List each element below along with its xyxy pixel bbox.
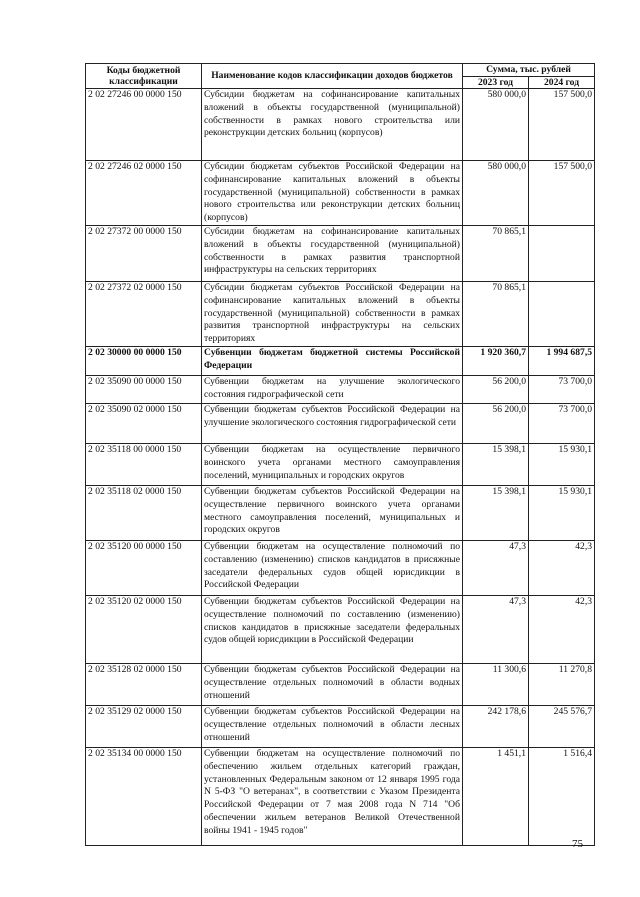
row-name: Субвенции бюджетам на осуществление полномочий по составлению (изменению) списков кандидатов в присяжные заседатели федеральных судов общей юрисдикции в Российской Федерации <box>202 540 463 595</box>
table-row <box>86 403 595 443</box>
row-value-2023: 242 178,6 <box>463 705 529 747</box>
row-name: Субсидии бюджетам на софинансирование капитальных вложений в объекты государственной (муниципальной) собственности в рамках развития транспортной инфраструктуры на сельских территориях <box>202 225 463 281</box>
row-code: 2 02 27372 00 0000 150 <box>86 225 202 281</box>
row-value-2023: 1 920 360,7 <box>463 346 529 375</box>
row-value-2024: 157 500,0 <box>529 89 595 161</box>
row-value-2024: 11 270,8 <box>529 663 595 705</box>
row-code: 2 02 27372 02 0000 150 <box>86 281 202 346</box>
row-code: 2 02 35129 02 0000 150 <box>86 705 202 747</box>
row-name: Субвенции бюджетам на улучшение экологического состояния гидрографической сети <box>202 375 463 403</box>
table-row <box>86 375 595 403</box>
row-code: 2 02 35128 02 0000 150 <box>86 663 202 705</box>
row-code: 2 02 35118 02 0000 150 <box>86 485 202 540</box>
row-code: 2 02 35120 02 0000 150 <box>86 595 202 663</box>
row-code: 2 02 27246 00 0000 150 <box>86 89 202 161</box>
table-row <box>86 161 595 226</box>
row-value-2024: 15 930,1 <box>529 485 595 540</box>
row-value-2024: 73 700,0 <box>529 403 595 443</box>
row-value-2024: 245 576,7 <box>529 705 595 747</box>
table-row <box>86 485 595 540</box>
header-year-2023: 2023 год <box>463 76 529 89</box>
table-row <box>86 89 595 161</box>
table-row <box>86 346 595 375</box>
row-value-2024: 1 994 687,5 <box>529 346 595 375</box>
page-number: 75 <box>572 838 583 850</box>
row-name: Субсидии бюджетам субъектов Российской Федерации на софинансирование капитальных вложений в объекты государственной (муниципальной) собственности в рамках нового строительства или реконструкции детских больниц (корпусов) <box>202 161 463 226</box>
row-value-2023: 15 398,1 <box>463 485 529 540</box>
row-value-2023: 56 200,0 <box>463 375 529 403</box>
table-row <box>86 747 595 845</box>
table-row <box>86 663 595 705</box>
table-row <box>86 443 595 485</box>
row-name: Субвенции бюджетам субъектов Российской Федерации на улучшение экологического состояния гидрографической сети <box>202 403 463 443</box>
budget-revenue-table <box>85 63 595 846</box>
row-code: 2 02 35118 00 0000 150 <box>86 443 202 485</box>
row-value-2024: 42,3 <box>529 540 595 595</box>
table-row <box>86 705 595 747</box>
table-header-row <box>86 64 595 77</box>
header-names: Наименование кодов классификации доходов бюджетов <box>202 64 463 89</box>
row-name: Субвенции бюджетам на осуществление первичного воинского учета органами местного самоуправления поселений, муниципальных и городских округов <box>202 443 463 485</box>
header-year-2024: 2024 год <box>529 76 595 89</box>
row-code: 2 02 27246 02 0000 150 <box>86 161 202 226</box>
row-value-2024 <box>529 281 595 346</box>
row-name: Субвенции бюджетам бюджетной системы Российской Федерации <box>202 346 463 375</box>
table-row <box>86 540 595 595</box>
row-name: Субвенции бюджетам субъектов Российской Федерации на осуществление отдельных полномочий в области водных отношений <box>202 663 463 705</box>
row-value-2024: 157 500,0 <box>529 161 595 226</box>
row-value-2023: 70 865,1 <box>463 225 529 281</box>
row-code: 2 02 35134 00 0000 150 <box>86 747 202 845</box>
row-value-2024: 73 700,0 <box>529 375 595 403</box>
row-name: Субвенции бюджетам на осуществление полномочий по обеспечению жильем отдельных категорий граждан, установленных Федеральным законом от 12 января 1995 года N 5-ФЗ "О ветеранах", в соответствии с Указом Президента Российской Федерации от 7 мая 2008 года N 714 "Об обеспечении жильем ветеранов Великой Отечественной войны 1941 - 1945 годов" <box>202 747 463 845</box>
row-value-2023: 47,3 <box>463 595 529 663</box>
row-code: 2 02 35090 02 0000 150 <box>86 403 202 443</box>
row-value-2023: 47,3 <box>463 540 529 595</box>
row-name: Субвенции бюджетам субъектов Российской Федерации на осуществление отдельных полномочий в области лесных отношений <box>202 705 463 747</box>
table-row <box>86 281 595 346</box>
row-value-2023: 15 398,1 <box>463 443 529 485</box>
header-sum: Сумма, тыс. рублей <box>463 64 595 77</box>
row-name: Субвенции бюджетам субъектов Российской Федерации на осуществление первичного воинского учета органами местного самоуправления поселений, муниципальных и городских округов <box>202 485 463 540</box>
row-value-2023: 11 300,6 <box>463 663 529 705</box>
header-codes: Коды бюджетной классификации <box>86 64 202 89</box>
row-code: 2 02 30000 00 0000 150 <box>86 346 202 375</box>
row-value-2024 <box>529 225 595 281</box>
row-value-2023: 580 000,0 <box>463 89 529 161</box>
row-value-2024: 1 516,4 <box>529 747 595 845</box>
row-name: Субсидии бюджетам на софинансирование капитальных вложений в объекты государственной (муниципальной) собственности в рамках нового строительства или реконструкции детских больниц (корпусов) <box>202 89 463 161</box>
table-row <box>86 595 595 663</box>
row-name: Субвенции бюджетам субъектов Российской Федерации на осуществление полномочий по составлению (изменению) списков кандидатов в присяжные заседатели федеральных судов общей юрисдикции в Российской Федерации <box>202 595 463 663</box>
row-value-2023: 1 451,1 <box>463 747 529 845</box>
row-value-2024: 42,3 <box>529 595 595 663</box>
row-value-2023: 70 865,1 <box>463 281 529 346</box>
row-value-2024: 15 930,1 <box>529 443 595 485</box>
row-code: 2 02 35120 00 0000 150 <box>86 540 202 595</box>
table-row <box>86 225 595 281</box>
row-code: 2 02 35090 00 0000 150 <box>86 375 202 403</box>
row-value-2023: 56 200,0 <box>463 403 529 443</box>
row-name: Субсидии бюджетам субъектов Российской Федерации на софинансирование капитальных вложений в объекты государственной (муниципальной) собственности в рамках развития транспортной инфраструктуры на сельских территориях <box>202 281 463 346</box>
row-value-2023: 580 000,0 <box>463 161 529 226</box>
